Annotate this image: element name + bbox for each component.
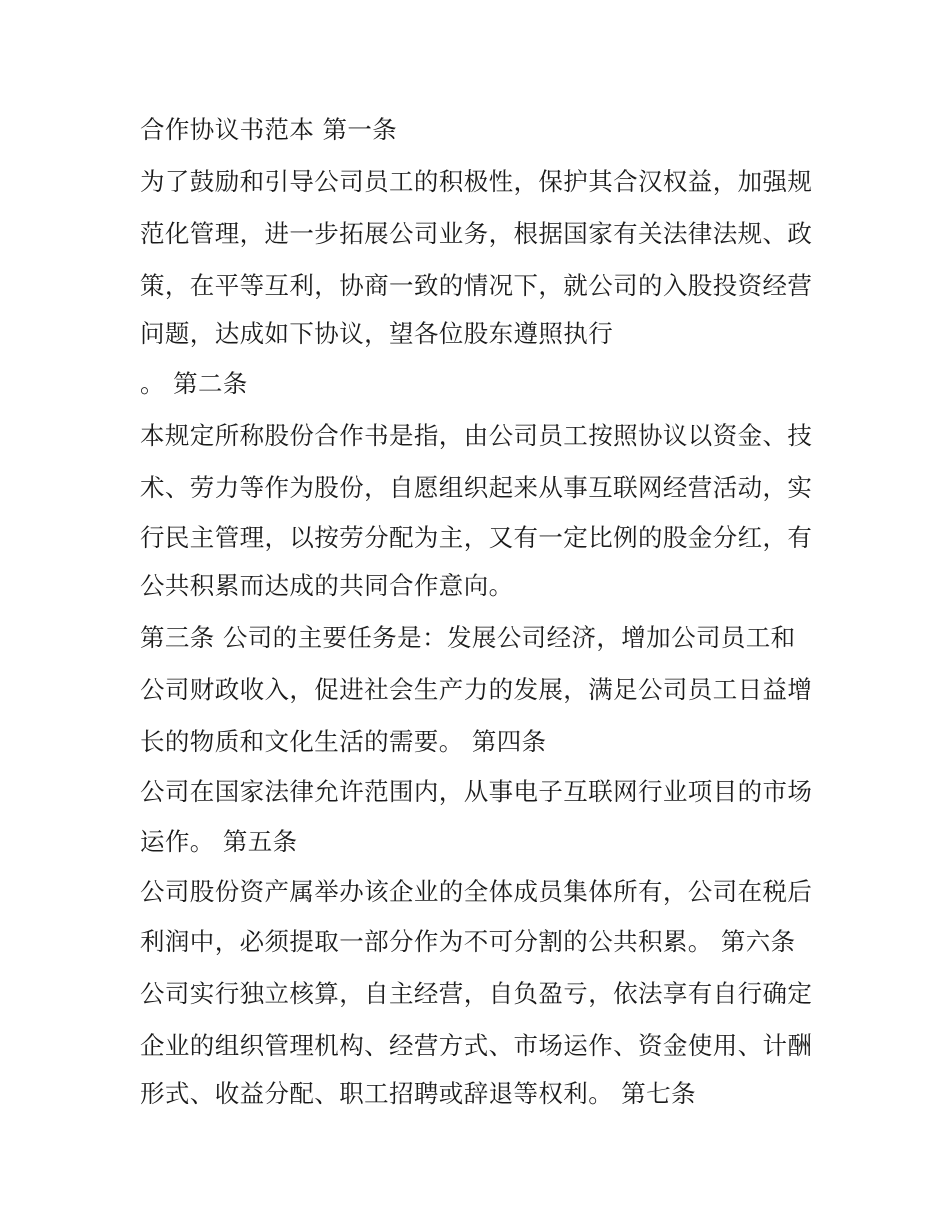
text-line-13: 长的物质和文化生活的需要。 第四条 — [140, 727, 547, 756]
text-line-9: 行民主管理，以按劳分配为主，又有一定比例的股金分红，有 — [140, 523, 813, 552]
text-line-17: 利润中，必须提取一部分作为不可分割的公共积累。 第六条 — [140, 927, 796, 956]
text-line-8: 术、劳力等作为股份，自愿组织起来从事互联网经营活动，实 — [140, 473, 813, 502]
text-line-16: 公司股份资产属举办该企业的全体成员集体所有，公司在税后 — [140, 877, 813, 906]
text-line-14: 公司在国家法律允许范围内，从事电子互联网行业项目的市场 — [140, 777, 813, 806]
text-line-12: 公司财政收入，促进社会生产力的发展，满足公司员工日益增 — [140, 675, 813, 704]
text-line-20: 形式、收益分配、职工招聘或辞退等权利。 第七条 — [140, 1079, 696, 1108]
text-line-10: 公共积累而达成的共同合作意向。 — [140, 571, 514, 600]
text-line-7: 本规定所称股份合作书是指，由公司员工按照协议以资金、技 — [140, 421, 813, 450]
text-line-6: 。 第二条 — [140, 369, 248, 398]
text-line-15: 运作。 第五条 — [140, 827, 298, 856]
text-line-5: 问题，达成如下协议，望各位股东遵照执行 — [140, 319, 614, 348]
text-line-2: 为了鼓励和引导公司员工的积极性，保护其合汉权益，加强规 — [140, 167, 813, 196]
text-line-1: 合作协议书范本 第一条 — [140, 115, 398, 144]
text-line-4: 策，在平等互利，协商一致的情况下，就公司的入股投资经营 — [140, 271, 813, 300]
text-line-3: 范化管理，进一步拓展公司业务，根据国家有关法律法规、政 — [140, 219, 813, 248]
text-line-18: 公司实行独立核算，自主经营，自负盈亏，依法享有自行确定 — [140, 979, 813, 1008]
text-line-11: 第三条 公司的主要任务是：发展公司经济，增加公司员工和 — [140, 623, 796, 652]
text-line-19: 企业的组织管理机构、经营方式、市场运作、资金使用、计酬 — [140, 1031, 813, 1060]
